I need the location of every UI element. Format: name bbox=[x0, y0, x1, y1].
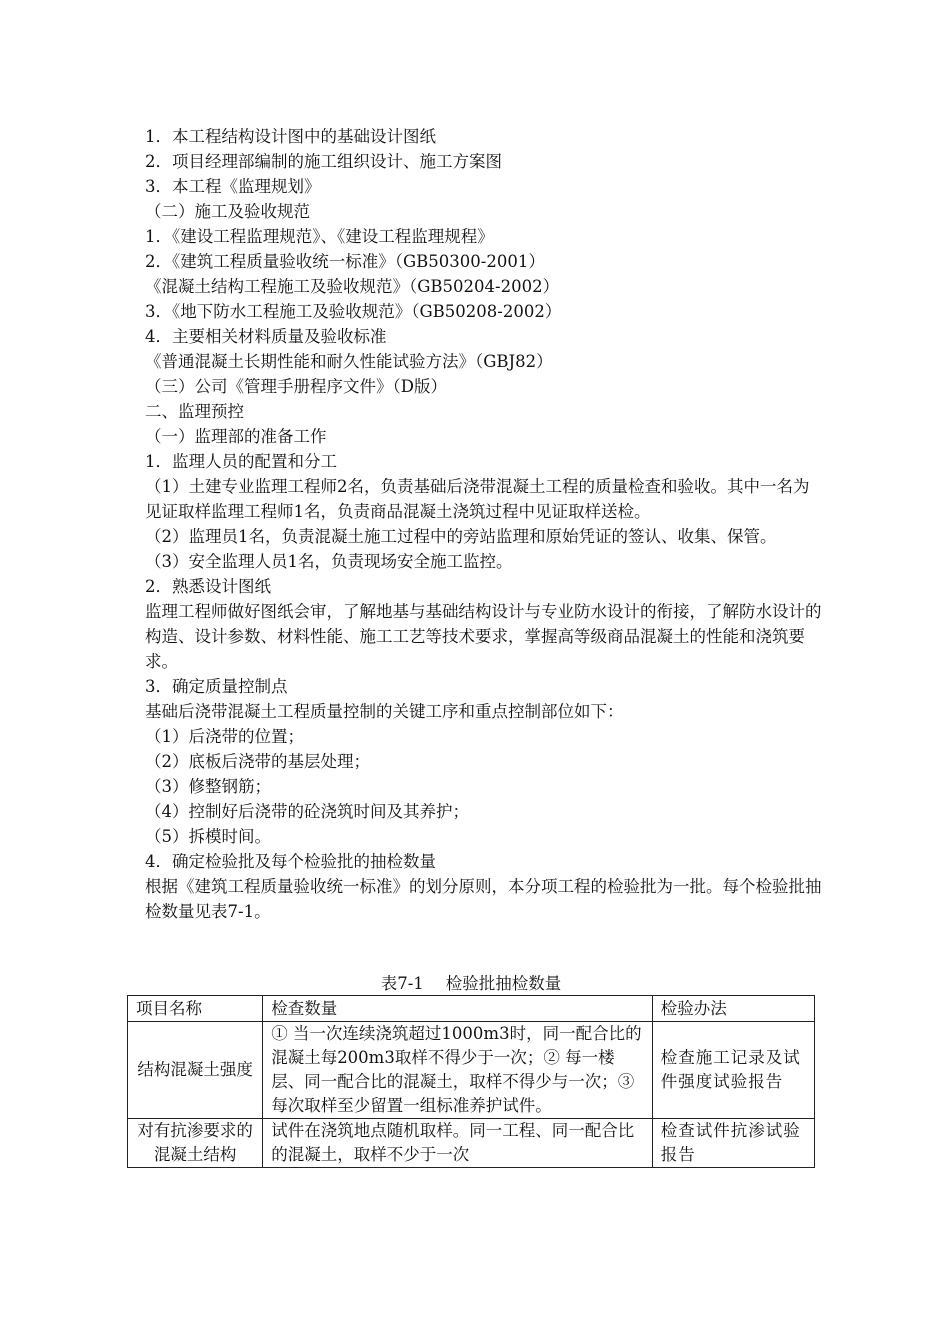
text-line: 2．项目经理部编制的施工组织设计、施工方案图 bbox=[145, 152, 502, 171]
section-heading: （一）监理部的准备工作 bbox=[145, 427, 327, 446]
column-header: 检查数量 bbox=[263, 996, 653, 1022]
text-line: 《混凝土结构工程施工及验收规范》（GB50204-2002） bbox=[145, 277, 560, 296]
text-line: 1．《建设工程监理规范》、《建设工程监理规程》 bbox=[145, 227, 494, 246]
table-header-row bbox=[128, 996, 815, 1022]
text-line: 《普通混凝土长期性能和耐久性能试验方法》（GBJ82） bbox=[145, 352, 553, 371]
chapter-heading: 二、监理预控 bbox=[145, 402, 244, 421]
table-title: 检验批抽检数量 bbox=[445, 974, 562, 993]
subsection-heading: 4．确定检验批及每个检验批的抽检数量 bbox=[145, 852, 436, 871]
list-item: （2）底板后浇带的基层处理； bbox=[145, 752, 370, 771]
list-item: （1）后浇带的位置； bbox=[145, 727, 304, 746]
text-line: 3．《地下防水工程施工及验收规范》（GB50208-2002） bbox=[145, 302, 562, 321]
table-cell: ① 当一次连续浇筑超过1000m3时，同一配合比的混凝土每200m3取样不得少于一次；② 每一楼层、同一配合比的混凝土，取样不得少与一次；③每次取样至少留置一组标准养护试件。 bbox=[263, 1022, 653, 1119]
column-header: 项目名称 bbox=[128, 996, 263, 1022]
table-number: 表7-1 bbox=[380, 974, 424, 993]
subsection-heading: 2．熟悉设计图纸 bbox=[145, 577, 271, 596]
table-row bbox=[128, 1119, 815, 1168]
document-body bbox=[145, 124, 825, 924]
text-line: 2．《建筑工程质量验收统一标准》（GB50300-2001） bbox=[145, 252, 545, 271]
text-line: 4．主要相关材料质量及验收标准 bbox=[145, 327, 387, 346]
table-row bbox=[128, 1022, 815, 1119]
text-line: 3．本工程《监理规划》 bbox=[145, 177, 321, 196]
list-item: （4）控制好后浇带的砼浇筑时间及其养护； bbox=[145, 802, 469, 821]
table-caption bbox=[127, 971, 815, 996]
paragraph: （3）安全监理人员1名，负责现场安全施工监控。 bbox=[145, 552, 513, 571]
subsection-heading: 3．确定质量控制点 bbox=[145, 677, 288, 696]
section-heading: （二）施工及验收规范 bbox=[145, 202, 310, 221]
paragraph: 监理工程师做好图纸会审，了解地基与基础结构设计与专业防水设计的衔接，了解防水设计的构造、设计参数、材料性能、施工工艺等技术要求，掌握高等级商品混凝土的性能和浇筑要求。 bbox=[145, 602, 822, 671]
column-header: 检验办法 bbox=[652, 996, 814, 1022]
subsection-heading: 1．监理人员的配置和分工 bbox=[145, 452, 337, 471]
table-cell: 检查施工记录及试件强度试验报告 bbox=[652, 1022, 814, 1119]
section-heading: （三）公司《管理手册程序文件》（D版） bbox=[145, 377, 447, 396]
paragraph: （2）监理员1名，负责混凝土施工过程中的旁站监理和原始凭证的签认、收集、保管。 bbox=[145, 527, 777, 546]
paragraph: 根据《建筑工程质量验收统一标准》的划分原则，本分项工程的检验批为一批。每个检验批抽检数量见表7-1。 bbox=[145, 877, 822, 921]
table-cell: 对有抗渗要求的混凝土结构 bbox=[128, 1119, 263, 1168]
inspection-table bbox=[127, 995, 815, 1168]
list-item: （5）拆模时间。 bbox=[145, 827, 271, 846]
paragraph: 基础后浇带混凝土工程质量控制的关键工序和重点控制部位如下： bbox=[145, 702, 624, 721]
table-cell: 试件在浇筑地点随机取样。同一工程、同一配合比的混凝土，取样不少于一次 bbox=[263, 1119, 653, 1168]
table-cell: 结构混凝土强度 bbox=[128, 1022, 263, 1119]
paragraph: （1）土建专业监理工程师2名，负责基础后浇带混凝土工程的质量检查和验收。其中一名为见证取样监理工程师1名，负责商品混凝土浇筑过程中见证取样送检。 bbox=[145, 477, 810, 521]
list-item: （3）修整钢筋； bbox=[145, 777, 271, 796]
table-cell: 检查试件抗渗试验报告 bbox=[652, 1119, 814, 1168]
text-line: 1．本工程结构设计图中的基础设计图纸 bbox=[145, 127, 436, 146]
